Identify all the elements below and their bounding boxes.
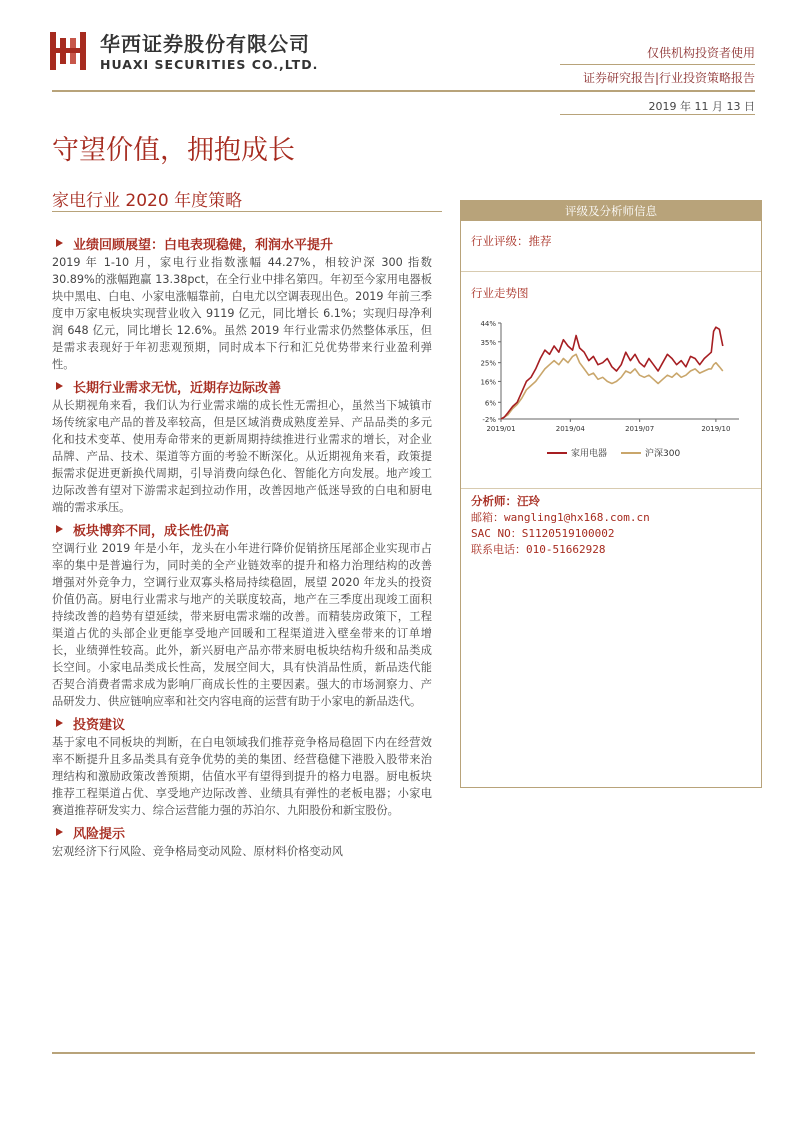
audience-note: 仅供机构投资者使用 xyxy=(646,46,755,60)
section-heading: 风险提示 xyxy=(52,821,432,843)
trend-chart-label: 行业走势图 xyxy=(471,286,529,300)
report-type: 证券研究报告|行业投资策略报告 xyxy=(582,71,755,85)
triangle-bullet-icon xyxy=(56,525,63,533)
x-tick-label: 2019/10 xyxy=(701,425,731,433)
y-tick-label: 25% xyxy=(480,359,496,368)
x-tick-label: 2019/01 xyxy=(486,425,516,433)
y-tick-label: -2% xyxy=(482,416,496,424)
huaxi-logo-icon xyxy=(50,30,92,72)
section-demand xyxy=(52,375,432,516)
subtitle-rule xyxy=(52,211,442,212)
report-date: 2019 年 11 月 13 日 xyxy=(648,100,755,113)
section-investment xyxy=(52,712,432,819)
section-body: 基于家电不同板块的判断，在白电领域我们推荐竞争格局稳固下内在经营效率不断提升且多品类具有竞争优势的美的集团、经营稳健下港股入股带来治理结构和激励政策改善预期，估值水平有望得到提升的格力电器。厨电板块推荐工程渠道占优、享受地产边际改善、业绩具有弹性的老板电器；小家电赛道推荐研发实力、综合运营能力强的苏泊尔、九阳股份和新宝股份。 xyxy=(52,736,432,817)
rating-analyst-panel xyxy=(460,200,762,788)
legend-label-csi300: 沪深300 xyxy=(645,449,681,459)
section-heading: 投资建议 xyxy=(52,712,432,734)
x-tick-label: 2019/04 xyxy=(555,425,585,433)
triangle-bullet-icon xyxy=(56,239,63,247)
y-tick-label: 16% xyxy=(480,378,496,387)
section-risk xyxy=(52,821,432,860)
section-body: 空调行业 2019 年是小年，龙头在小年进行降价促销挤压尾部企业实现市占率的集中是普遍行为，同时美的全产业链效率的提升和格力治理结构的改善增强对外竞争力，空调行业双寡头格局持续稳固，展望 2020 年龙头的投资价值仍高。厨电行业需求与地产的关联度较高，地产在三季度出现竣工面积持续改善的趋势有望延续，带来厨电需求端的改善。而精装房政策下，工程渠道占优的头部企业更能享受地产回暖和工程渠道进入壁垒带来的订单增长，业绩弹性较高。此外，新兴厨电产品亦带来厨电板块结构升级和品类成长空间。小家电品类成长性高，发展空间大，具有快消品性质，新品迭代能否契合消费者需求成为影响厂商成长性的主要因素。强大的市场洞察力、产品研发力、供应链响应率和社交内容电商的运营有助于小家电的新品迭代。 xyxy=(52,542,432,708)
header-rule xyxy=(52,90,755,92)
x-tick-label: 2019/07 xyxy=(625,425,655,433)
triangle-bullet-icon xyxy=(56,719,63,727)
section-heading: 业绩回顾展望：白电表现稳健，利润水平提升 xyxy=(52,232,432,254)
header-divider xyxy=(560,64,755,65)
analyst-phone: 联系电话：010-51662928 xyxy=(471,543,606,556)
panel-divider xyxy=(461,488,761,489)
y-tick-label: 35% xyxy=(480,338,496,347)
triangle-bullet-icon xyxy=(56,828,63,836)
section-heading: 长期行业需求无忧，近期存边际改善 xyxy=(52,375,432,397)
brand-name-cn: 华西证券股份有限公司 xyxy=(100,32,310,56)
legend-label-home-appliance: 家用电器 xyxy=(571,449,608,459)
analyst-name: 分析师：汪玲 xyxy=(471,494,540,508)
industry-rating: 行业评级：推荐 xyxy=(471,234,552,248)
section-segments xyxy=(52,518,432,710)
panel-header: 评级及分析师信息 xyxy=(461,201,761,221)
summary-column xyxy=(52,232,432,862)
report-title: 守望价值，拥抱成长 xyxy=(52,135,295,166)
analyst-sac-no: SAC NO：S1120519100002 xyxy=(471,527,615,540)
section-body: 2019 年 1-10 月，家电行业指数涨幅 44.27%，相较沪深 300 指数 30.89%的涨幅跑赢 13.38pct，在全行业中排名第四。年初至今家用电器板块中黑电、白电、小家电涨幅靠前，白电尤以空调表现出色。2019 年前三季度申万家电板块实现营业收入 9119 亿元，同比增长 6.1%；实现归母净利润 648 亿元，同比增长 12.6%。虽然 2019 年行业需求仍然整体承压，但是需求表现好于年初悲观预期，同时成本下行和汇兑优势带来行业盈利弹性。 xyxy=(52,256,432,371)
brand-name-en: HUAXI SECURITIES CO.,LTD. xyxy=(100,57,319,72)
section-heading: 板块博弈不同，成长性仍高 xyxy=(52,518,432,540)
industry-trend-chart xyxy=(461,313,761,473)
footer-rule xyxy=(52,1052,755,1054)
chart-legend xyxy=(547,447,680,459)
triangle-bullet-icon xyxy=(56,382,63,390)
section-performance xyxy=(52,232,432,373)
section-body: 宏观经济下行风险、竞争格局变动风险、原材料价格变动风 xyxy=(52,845,343,858)
series-line-csi300 xyxy=(501,354,723,419)
panel-divider xyxy=(461,271,761,272)
analyst-email[interactable]: 邮箱：wangling1@hx168.com.cn xyxy=(471,511,650,524)
section-body: 从长期视角来看，我们认为行业需求端的成长性无需担心，虽然当下城镇市场传统家电产品的普及率较高，但是区域消费成熟度差异、产品品类的多元化和技术变革、使用寿命带来的更新周期持续推进行业需求的增长，对企业品牌、产品、技术、渠道等方面的考验不断深化。从近期视角来看，政策提振需求促进更新换代周期，引导消费向绿色化、智能化方向发展。地产竣工边际改善有望对下游需求起到拉动作用，改善因地产低迷导致的白电和厨电端的需求承压。 xyxy=(52,399,432,514)
series-line-home-appliance xyxy=(501,327,723,419)
date-rule xyxy=(560,114,755,115)
report-subtitle: 家电行业 2020 年度策略 xyxy=(52,191,243,211)
y-tick-label: 6% xyxy=(484,399,496,408)
y-tick-label: 44% xyxy=(480,320,496,328)
